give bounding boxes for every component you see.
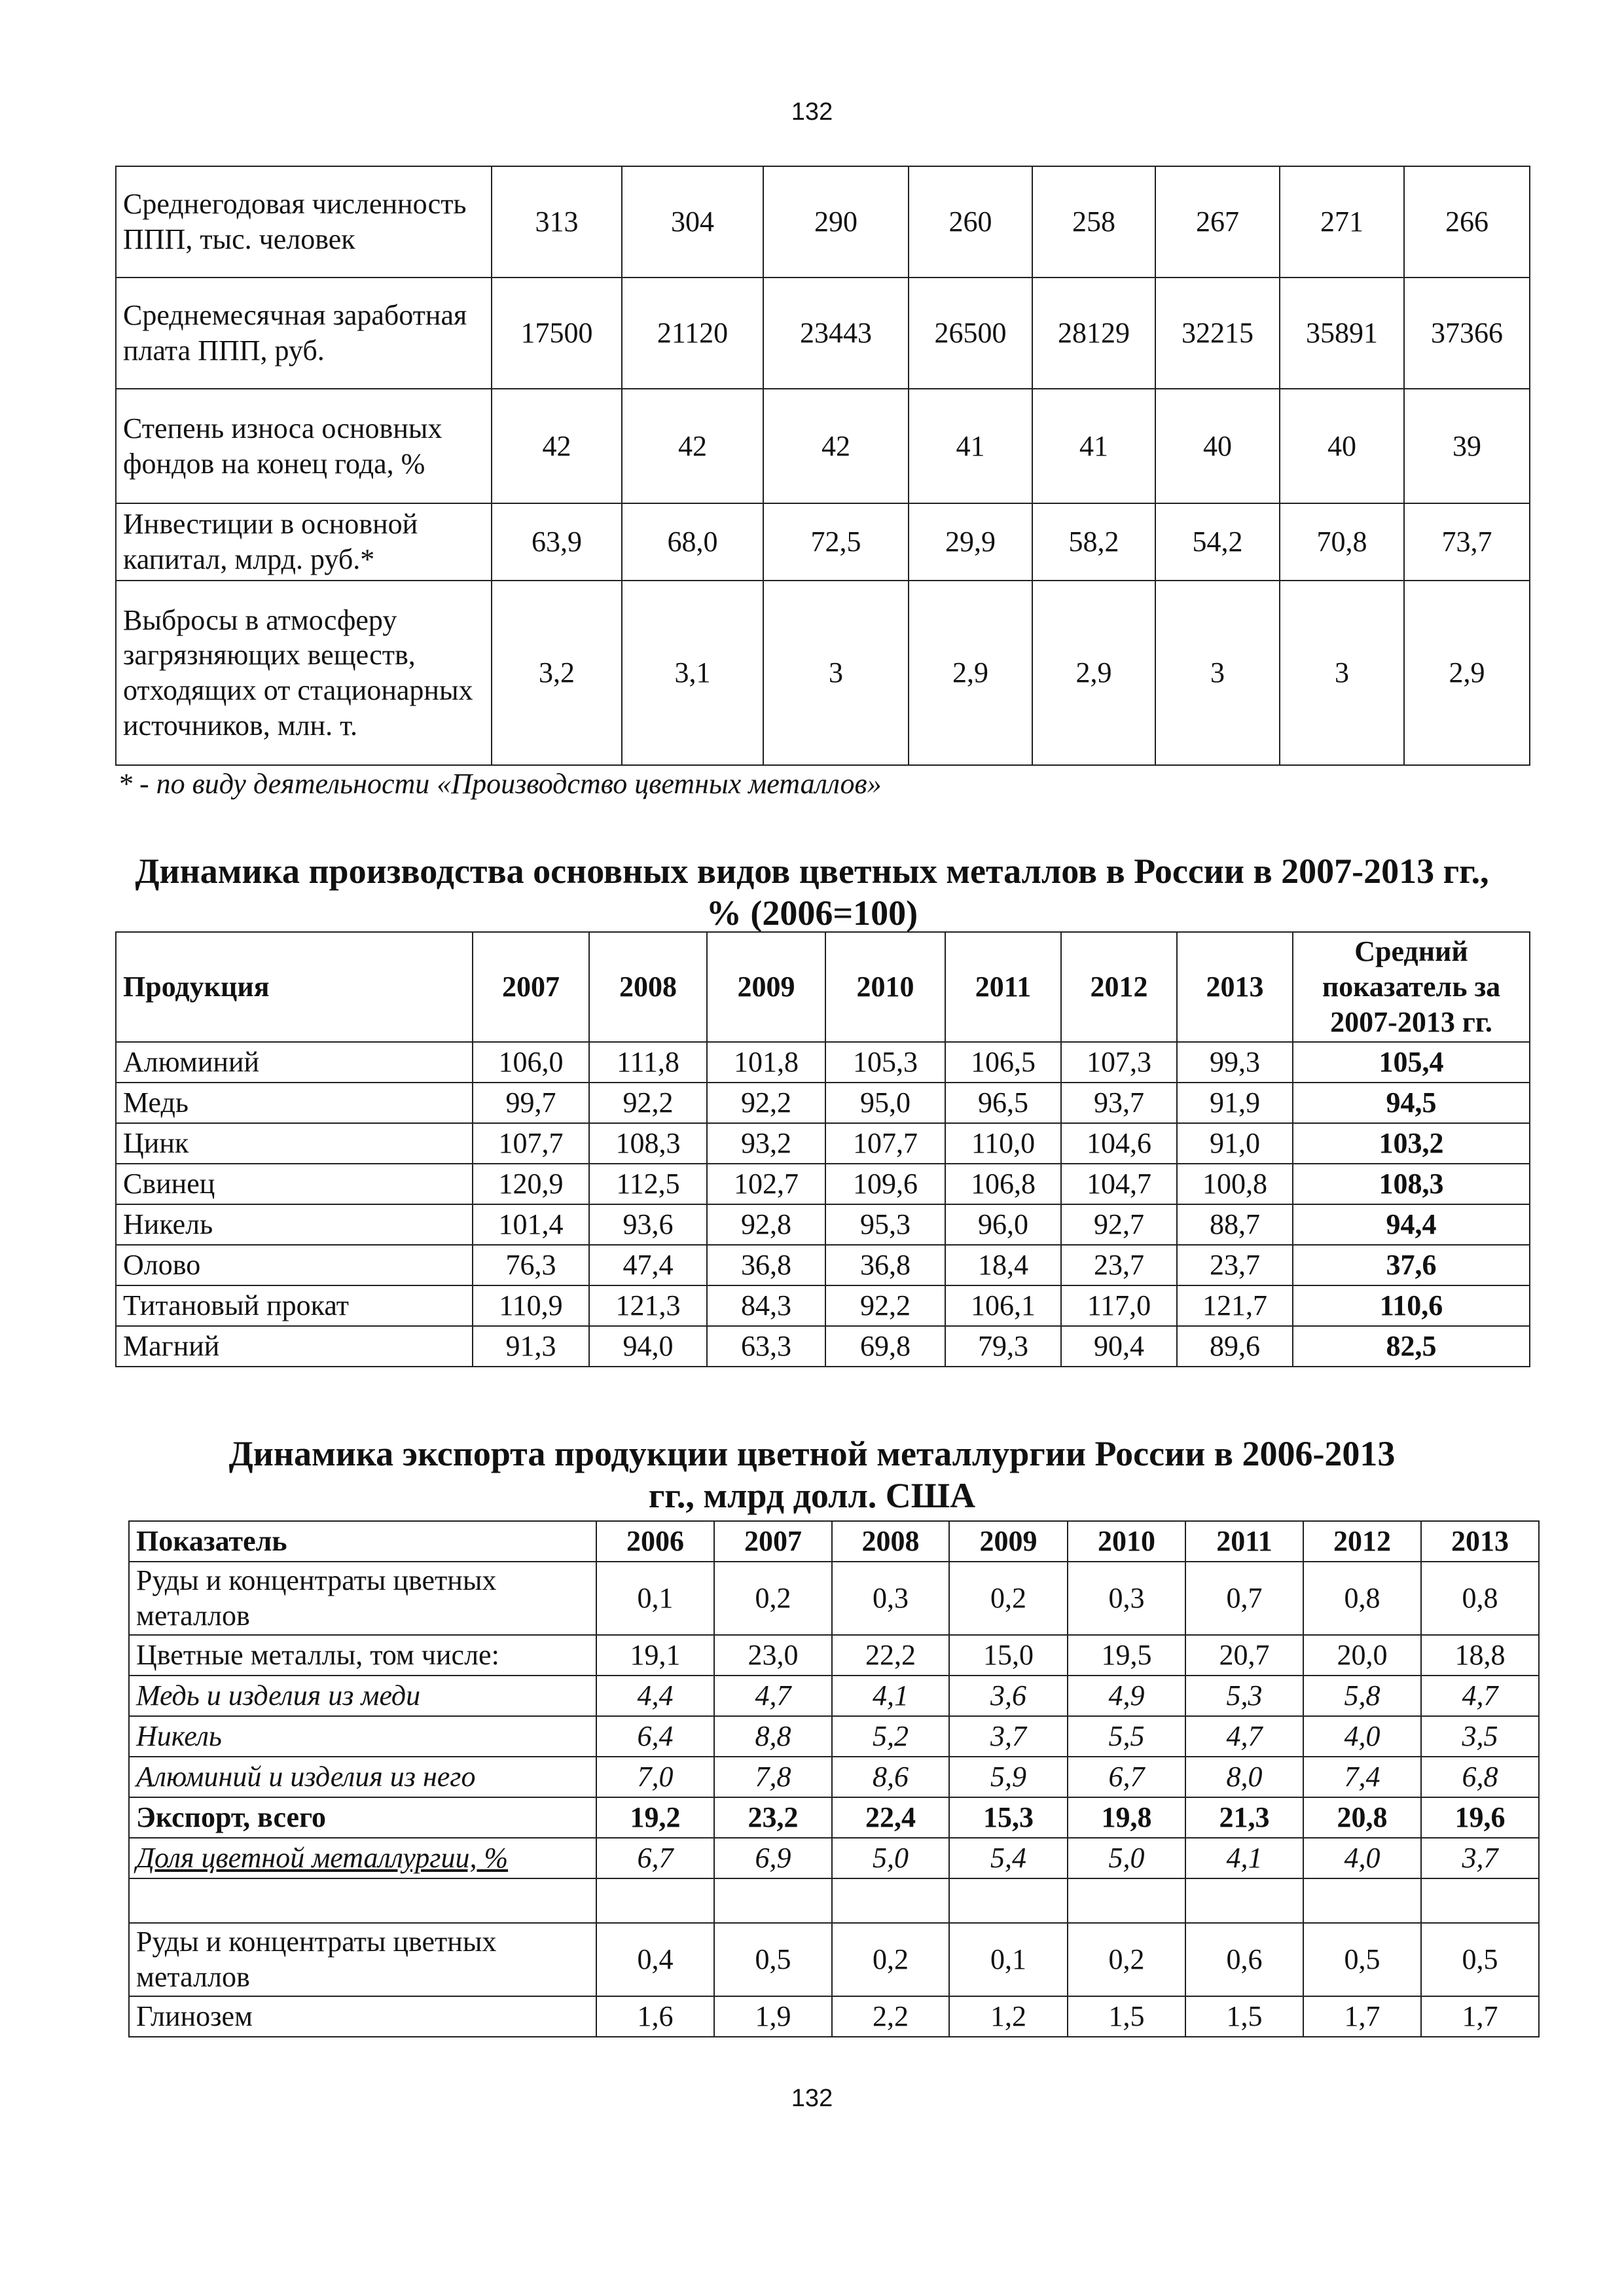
cell: 20,0 [1303,1635,1421,1676]
cell: 106,1 [945,1285,1061,1326]
row-label: Медь и изделия из меди [129,1676,596,1716]
cell: 0,7 [1185,1562,1303,1635]
table-row [116,1326,1530,1367]
cell: 17500 [492,278,622,389]
column-header: Средний показатель за 2007-2013 гг. [1293,932,1530,1042]
cell: 23443 [763,278,909,389]
table-row [116,278,1530,389]
cell: 76,3 [473,1245,589,1285]
cell: 101,4 [473,1204,589,1245]
cell: 42 [763,389,909,503]
cell: 91,3 [473,1326,589,1367]
column-header: 2012 [1303,1521,1421,1562]
cell: 313 [492,166,622,278]
cell: 63,9 [492,503,622,581]
cell: 21120 [622,278,763,389]
cell: 93,6 [589,1204,707,1245]
cell: 0,1 [949,1923,1068,1996]
cell: 3,6 [949,1676,1068,1716]
cell: 266 [1404,166,1530,278]
cell: 1,2 [949,1996,1068,2037]
cell: 100,8 [1177,1164,1293,1204]
column-header: 2008 [832,1521,949,1562]
cell: 7,8 [714,1757,832,1797]
cell: 92,8 [707,1204,825,1245]
cell: 2,9 [1404,581,1530,765]
empty-cell [714,1878,832,1923]
cell: 4,4 [596,1676,714,1716]
cell: 21,3 [1185,1797,1303,1838]
cell: 20,8 [1303,1797,1421,1838]
column-header: 2011 [945,932,1061,1042]
cell: 79,3 [945,1326,1061,1367]
cell: 23,0 [714,1635,832,1676]
cell: 111,8 [589,1042,707,1083]
cell: 3 [1155,581,1280,765]
cell: 19,2 [596,1797,714,1838]
column-header: Показатель [129,1521,596,1562]
cell: 5,9 [949,1757,1068,1797]
cell-average: 82,5 [1293,1326,1530,1367]
cell: 35891 [1280,278,1404,389]
cell: 3,1 [622,581,763,765]
cell: 99,3 [1177,1042,1293,1083]
column-header: 2011 [1185,1521,1303,1562]
cell: 3,2 [492,581,622,765]
column-header: 2012 [1061,932,1177,1042]
cell: 7,0 [596,1757,714,1797]
column-header: 2006 [596,1521,714,1562]
cell: 0,1 [596,1562,714,1635]
cell: 89,6 [1177,1326,1293,1367]
cell: 0,6 [1185,1923,1303,1996]
cell: 107,3 [1061,1042,1177,1083]
cell: 20,7 [1185,1635,1303,1676]
cell: 0,2 [832,1923,949,1996]
cell: 2,2 [832,1996,949,2037]
cell: 42 [492,389,622,503]
cell: 4,1 [1185,1838,1303,1878]
cell: 2,9 [909,581,1032,765]
cell: 120,9 [473,1164,589,1204]
cell: 4,7 [714,1676,832,1716]
cell: 6,8 [1421,1757,1539,1797]
cell: 42 [622,389,763,503]
cell: 95,3 [825,1204,945,1245]
table-row [116,1245,1530,1285]
cell: 18,4 [945,1245,1061,1285]
cell: 36,8 [707,1245,825,1285]
cell: 90,4 [1061,1326,1177,1367]
column-header: 2007 [714,1521,832,1562]
empty-cell [1185,1878,1303,1923]
empty-cell [596,1878,714,1923]
cell: 23,7 [1177,1245,1293,1285]
cell: 8,6 [832,1757,949,1797]
table-export [128,1520,1540,2037]
cell: 6,7 [596,1838,714,1878]
cell: 99,7 [473,1083,589,1123]
cell: 22,2 [832,1635,949,1676]
row-label: Свинец [116,1164,473,1204]
table-header-row [116,932,1530,1042]
empty-cell [129,1878,596,1923]
row-label: Доля цветной металлургии, % [129,1838,596,1878]
cell: 29,9 [909,503,1032,581]
table-row [116,1285,1530,1326]
cell: 110,9 [473,1285,589,1326]
cell: 22,4 [832,1797,949,1838]
table-row [116,389,1530,503]
cell: 96,0 [945,1204,1061,1245]
table-row [116,503,1530,581]
cell: 28129 [1032,278,1155,389]
cell: 73,7 [1404,503,1530,581]
row-label: Инвестиции в основной капитал, млрд. руб.* [116,503,492,581]
cell: 92,2 [589,1083,707,1123]
empty-cell [832,1878,949,1923]
cell: 94,0 [589,1326,707,1367]
table2-title: Динамика производства основных видов цветных металлов в России в 2007-2013 гг., % (2006=100) [135,852,1489,933]
cell: 88,7 [1177,1204,1293,1245]
cell-average: 103,2 [1293,1123,1530,1164]
row-label: Среднегодовая численность ППП, тыс. человек [116,166,492,278]
cell: 36,8 [825,1245,945,1285]
cell: 4,0 [1303,1838,1421,1878]
table-row [116,1123,1530,1164]
table-header-row [129,1521,1539,1562]
cell: 108,3 [589,1123,707,1164]
cell: 92,2 [707,1083,825,1123]
row-label: Медь [116,1083,473,1123]
cell: 23,2 [714,1797,832,1838]
cell: 104,6 [1061,1123,1177,1164]
cell: 63,3 [707,1326,825,1367]
table-row [129,1716,1539,1757]
cell: 104,7 [1061,1164,1177,1204]
cell: 41 [1032,389,1155,503]
cell: 6,7 [1068,1757,1185,1797]
row-label: Магний [116,1326,473,1367]
cell: 101,8 [707,1042,825,1083]
page-number-bottom: 132 [791,2085,833,2112]
row-label: Алюминий [116,1042,473,1083]
cell: 0,4 [596,1923,714,1996]
cell: 68,0 [622,503,763,581]
cell: 8,0 [1185,1757,1303,1797]
table-row [129,1838,1539,1878]
cell: 54,2 [1155,503,1280,581]
cell: 0,5 [1421,1923,1539,1996]
cell: 91,0 [1177,1123,1293,1164]
cell: 40 [1155,389,1280,503]
cell: 4,9 [1068,1676,1185,1716]
cell: 84,3 [707,1285,825,1326]
table-row [116,1042,1530,1083]
cell: 40 [1280,389,1404,503]
cell: 107,7 [825,1123,945,1164]
cell: 41 [909,389,1032,503]
cell: 58,2 [1032,503,1155,581]
cell: 110,0 [945,1123,1061,1164]
row-label: Титановый прокат [116,1285,473,1326]
row-label: Цветные металлы, том числе: [129,1635,596,1676]
cell: 19,6 [1421,1797,1539,1838]
cell: 0,2 [949,1562,1068,1635]
cell: 92,7 [1061,1204,1177,1245]
cell: 102,7 [707,1164,825,1204]
row-label: Руды и концентраты цветных металлов [129,1562,596,1635]
cell-average: 94,5 [1293,1083,1530,1123]
cell: 2,9 [1032,581,1155,765]
cell: 258 [1032,166,1155,278]
cell: 26500 [909,278,1032,389]
cell: 267 [1155,166,1280,278]
cell: 95,0 [825,1083,945,1123]
table-row [129,1757,1539,1797]
cell: 4,7 [1185,1716,1303,1757]
empty-cell [1068,1878,1185,1923]
cell: 72,5 [763,503,909,581]
cell: 0,2 [714,1562,832,1635]
cell: 0,2 [1068,1923,1185,1996]
cell: 3,7 [949,1716,1068,1757]
column-header: 2008 [589,932,707,1042]
cell: 121,7 [1177,1285,1293,1326]
column-header: 2009 [949,1521,1068,1562]
cell: 1,5 [1185,1996,1303,2037]
cell: 39 [1404,389,1530,503]
cell: 106,8 [945,1164,1061,1204]
cell: 5,4 [949,1838,1068,1878]
cell: 1,9 [714,1996,832,2037]
cell: 4,0 [1303,1716,1421,1757]
cell: 96,5 [945,1083,1061,1123]
column-header: 2007 [473,932,589,1042]
cell: 5,0 [1068,1838,1185,1878]
column-header: 2009 [707,932,825,1042]
cell: 290 [763,166,909,278]
cell: 0,5 [1303,1923,1421,1996]
table-row [129,1562,1539,1635]
cell-average: 110,6 [1293,1285,1530,1326]
cell: 93,7 [1061,1083,1177,1123]
cell: 3 [763,581,909,765]
table-row [116,581,1530,765]
cell: 5,2 [832,1716,949,1757]
row-label: Экспорт, всего [129,1797,596,1838]
cell: 117,0 [1061,1285,1177,1326]
cell: 7,4 [1303,1757,1421,1797]
cell: 4,7 [1421,1676,1539,1716]
cell: 271 [1280,166,1404,278]
cell: 304 [622,166,763,278]
cell: 19,1 [596,1635,714,1676]
empty-cell [1421,1878,1539,1923]
cell: 32215 [1155,278,1280,389]
cell: 5,3 [1185,1676,1303,1716]
cell: 112,5 [589,1164,707,1204]
row-label: Выбросы в атмосферу загрязняющих веществ, отходящих от стационарных источников, млн. т. [116,581,492,765]
table-indicators [115,166,1530,766]
cell: 47,4 [589,1245,707,1285]
cell: 260 [909,166,1032,278]
footnote: * - по виду деятельности «Производство цветных металлов» [118,768,882,800]
cell: 4,1 [832,1676,949,1716]
table-row [129,1923,1539,1996]
cell: 15,3 [949,1797,1068,1838]
cell: 0,8 [1421,1562,1539,1635]
cell: 93,2 [707,1123,825,1164]
column-header: 2013 [1421,1521,1539,1562]
cell: 0,3 [1068,1562,1185,1635]
row-label: Степень износа основных фондов на конец года, % [116,389,492,503]
cell-average: 105,4 [1293,1042,1530,1083]
column-header: 2010 [825,932,945,1042]
cell: 3,5 [1421,1716,1539,1757]
table3-title: Динамика экспорта продукции цветной металлургии России в 2006-2013 гг., млрд долл. США [228,1434,1396,1515]
row-label: Глинозем [129,1996,596,2037]
table-row [116,1083,1530,1123]
cell: 5,0 [832,1838,949,1878]
table-row [116,166,1530,278]
table-row [129,1996,1539,2037]
cell: 5,8 [1303,1676,1421,1716]
cell: 1,6 [596,1996,714,2037]
row-label: Никель [129,1716,596,1757]
cell: 8,8 [714,1716,832,1757]
cell: 3,7 [1421,1838,1539,1878]
cell: 106,5 [945,1042,1061,1083]
cell-average: 108,3 [1293,1164,1530,1204]
cell: 6,4 [596,1716,714,1757]
table-row [129,1676,1539,1716]
cell: 15,0 [949,1635,1068,1676]
cell: 91,9 [1177,1083,1293,1123]
column-header: 2010 [1068,1521,1185,1562]
cell: 37366 [1404,278,1530,389]
cell: 109,6 [825,1164,945,1204]
cell: 69,8 [825,1326,945,1367]
table-row [116,1164,1530,1204]
cell: 105,3 [825,1042,945,1083]
cell: 3 [1280,581,1404,765]
empty-cell [949,1878,1068,1923]
cell: 0,5 [714,1923,832,1996]
column-header: Продукция [116,932,473,1042]
row-label: Руды и концентраты цветных металлов [129,1923,596,1996]
row-label: Никель [116,1204,473,1245]
cell-average: 37,6 [1293,1245,1530,1285]
table-production [115,931,1530,1367]
cell: 1,7 [1421,1996,1539,2037]
cell: 5,5 [1068,1716,1185,1757]
row-label: Алюминий и изделия из него [129,1757,596,1797]
table-row [129,1635,1539,1676]
page-number-top: 132 [791,98,833,126]
cell: 107,7 [473,1123,589,1164]
cell: 19,8 [1068,1797,1185,1838]
row-label: Цинк [116,1123,473,1164]
row-label: Среднемесячная заработная плата ППП, руб. [116,278,492,389]
cell: 106,0 [473,1042,589,1083]
column-header: 2013 [1177,932,1293,1042]
cell: 1,5 [1068,1996,1185,2037]
cell: 70,8 [1280,503,1404,581]
cell: 19,5 [1068,1635,1185,1676]
table-row [129,1797,1539,1838]
cell: 1,7 [1303,1996,1421,2037]
cell: 18,8 [1421,1635,1539,1676]
cell: 92,2 [825,1285,945,1326]
cell: 0,3 [832,1562,949,1635]
empty-cell [1303,1878,1421,1923]
table-row-empty [129,1878,1539,1923]
table-row [116,1204,1530,1245]
row-label: Олово [116,1245,473,1285]
cell: 23,7 [1061,1245,1177,1285]
cell-average: 94,4 [1293,1204,1530,1245]
cell: 0,8 [1303,1562,1421,1635]
cell: 121,3 [589,1285,707,1326]
cell: 6,9 [714,1838,832,1878]
